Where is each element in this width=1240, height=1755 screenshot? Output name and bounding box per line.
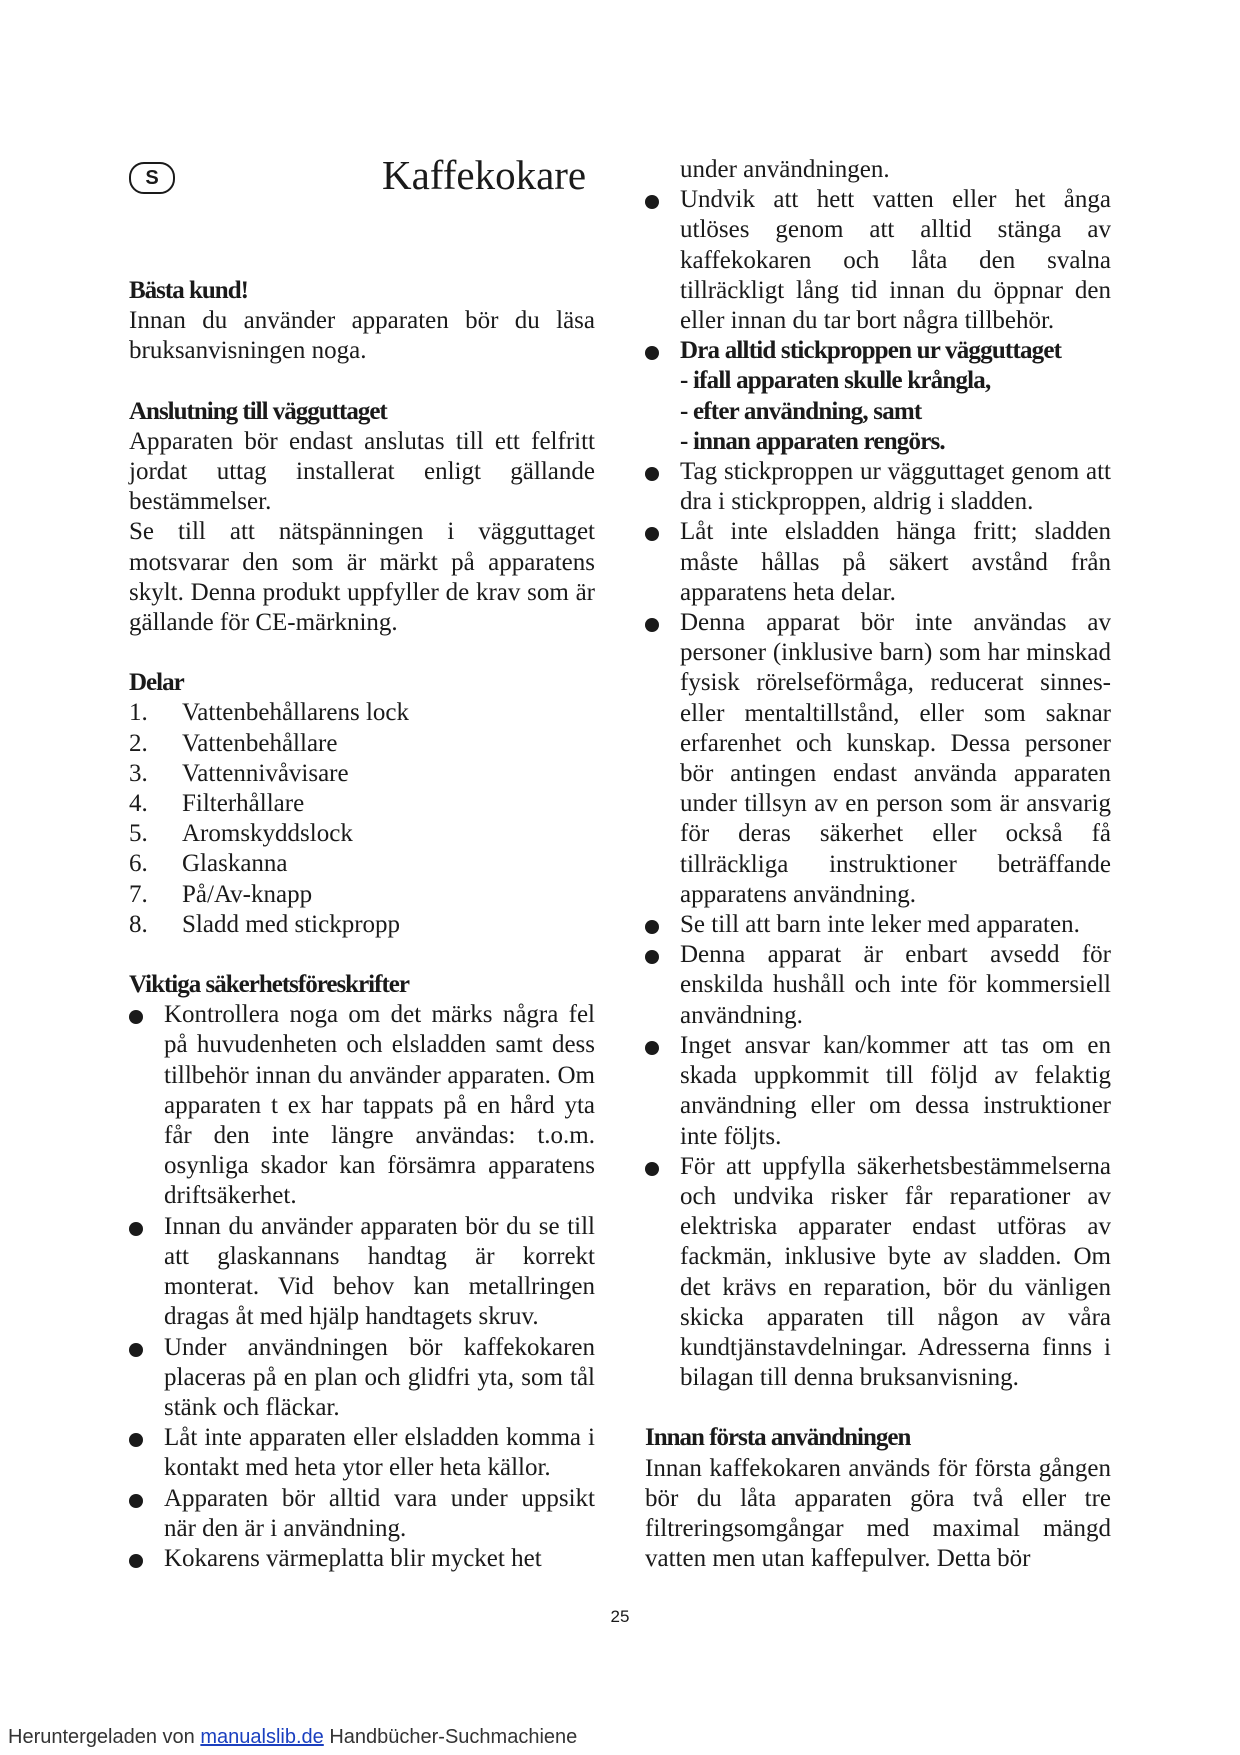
- sub-item: - innan apparaten rengörs.: [680, 427, 945, 455]
- list-item: Denna apparat bör inte användas av personer (inklusive barn) som har minskad fysisk rörelseförmåga, reducerat sinnes- eller mentaltillstånd, eller som saknar erfarenhet och kunskap. Dessa personer bör antingen endast använda apparaten under tillsyn av en person som är ansvarig för deras säkerhet eller också få tillräckliga instruktioner beträffande apparatens användning.: [645, 608, 1111, 910]
- list-item: 1. Vattenbehållarens lock: [129, 699, 409, 727]
- list-item: Kokarens värmeplatta blir mycket het: [129, 1544, 595, 1574]
- bullet-icon: [129, 1010, 143, 1024]
- list-item: 7. På/Av-knapp: [129, 880, 313, 908]
- bullet-icon: [645, 1162, 659, 1176]
- sub-item: - ifall apparaten skulle krångla,: [680, 367, 991, 395]
- list-item: Se till att barn inte leker med apparaten.: [645, 910, 1111, 940]
- bullet-icon: [645, 1041, 659, 1055]
- page-number: 25: [610, 1607, 630, 1626]
- list-item: 3. Vattennivåvisare: [129, 759, 349, 787]
- bullet-icon: [645, 950, 659, 964]
- connection-text-1: Apparaten bör endast anslutas till ett felfritt jordat uttag installerat enligt gällande bestämmelser.: [129, 427, 595, 516]
- first-use-heading: Innan första användningen: [645, 1424, 911, 1452]
- left-column: [129, 155, 595, 1574]
- language-badge: S: [129, 162, 175, 194]
- bullet-icon: [645, 346, 659, 360]
- bullet-icon: [129, 1433, 143, 1447]
- list-item: Låt inte elsladden hänga fritt; sladden måste hållas på säkert avstånd från apparatens heta delar.: [645, 517, 1111, 608]
- footer-suffix: Handbücher-Suchmachiene: [329, 1726, 578, 1748]
- bullet-icon: [645, 618, 659, 632]
- intro-text: Innan du använder apparaten bör du läsa bruksanvisningen noga.: [129, 307, 595, 365]
- bullet-icon: [645, 920, 659, 934]
- bullet-icon: [645, 467, 659, 481]
- list-item: Under användningen bör kaffekokaren placeras på en plan och glidfri yta, som tål stänk och fläckar.: [129, 1333, 595, 1424]
- list-item: 5. Aromskyddslock: [129, 820, 353, 848]
- list-item: 4. Filterhållare: [129, 790, 305, 818]
- list-item: 2. Vattenbehållare: [129, 729, 338, 757]
- connection-heading: Anslutning till vägguttaget: [129, 397, 387, 425]
- sub-item: - efter användning, samt: [680, 397, 922, 425]
- list-item: Dra alltid stickproppen ur vägguttaget: [645, 336, 1111, 366]
- list-item: För att uppfylla säkerhetsbestämmelserna och undvika risker får reparationer av elektriska apparater endast utföras av fackmän, inklusive byte av sladden. Om det krävs en reparation, bör du vänligen skicka apparaten till någon av våra kundtjänstavdelningar. Adresserna finns i bilagan till denna bruksanvisning.: [645, 1152, 1111, 1394]
- bullet-icon: [129, 1554, 143, 1568]
- safety-heading: Viktiga säkerhetsföreskrifter: [129, 971, 409, 999]
- list-item: Inget ansvar kan/kommer att tas om en skada uppkommit till följd av felaktig användning eller om dessa instruktioner inte följts.: [645, 1031, 1111, 1152]
- list-item: Undvik att hett vatten eller het ånga utlöses genom att alltid stänga av kaffekokaren och låta den svalna tillräckligt lång tid innan du öppnar den eller innan du tar bort några tillbehör.: [645, 185, 1111, 336]
- right-column: [645, 155, 1111, 1574]
- list-item: Innan du använder apparaten bör du se till att glaskannans handtag är korrekt monterat. Vid behov kan metallringen dragas åt med hjälp handtagets skruv.: [129, 1212, 595, 1333]
- first-use-text: Innan kaffekokaren används för första gången bör du låta apparaten göra två eller tre filtreringsomgångar med maximal mängd vatten men utan kaffepulver. Detta bör: [645, 1454, 1111, 1573]
- parts-heading: Delar: [129, 669, 184, 697]
- page-title: Kaffekokare: [382, 152, 587, 198]
- continued-text: under användningen.: [680, 156, 890, 183]
- safety-list-continued: [645, 185, 1111, 366]
- download-footer: [8, 1726, 577, 1749]
- bullet-icon: [129, 1494, 143, 1508]
- bullet-icon: [129, 1222, 143, 1236]
- list-item: Tag stickproppen ur vägguttaget genom att dra i stickproppen, aldrig i sladden.: [645, 457, 1111, 517]
- bullet-icon: [645, 195, 659, 209]
- safety-list: [129, 1000, 595, 1574]
- parts-list: [129, 698, 595, 940]
- list-item: Apparaten bör alltid vara under uppsikt när den är i användning.: [129, 1484, 595, 1544]
- greeting-heading: Bästa kund!: [129, 277, 248, 304]
- bullet-icon: [129, 1343, 143, 1357]
- footer-prefix: Heruntergeladen von: [8, 1726, 195, 1748]
- list-item: Låt inte apparaten eller elsladden komma i kontakt med heta ytor eller heta källor.: [129, 1423, 595, 1483]
- list-item: Denna apparat är enbart avsedd för enskilda hushåll och inte för kommersiell användning.: [645, 940, 1111, 1031]
- list-item: Kontrollera noga om det märks några fel på huvudenheten och elsladden samt dess tillbehör innan du använder apparaten. Om apparaten t ex har tappats på en hård yta får den inte längre användas: t.o.m. osynliga skador kan försämra apparatens driftsäkerhet.: [129, 1000, 595, 1211]
- bullet-icon: [645, 527, 659, 541]
- safety-list-more: [645, 457, 1111, 1393]
- manualslib-link[interactable]: manualslib.de: [200, 1726, 324, 1748]
- list-item: 6. Glaskanna: [129, 850, 288, 878]
- connection-text-2: Se till att nätspänningen i vägguttaget motsvarar den som är märkt på apparatens skylt. Denna produkt uppfyller de krav som är gällande för CE-märkning.: [129, 518, 595, 637]
- list-item: 8. Sladd med stickpropp: [129, 910, 401, 938]
